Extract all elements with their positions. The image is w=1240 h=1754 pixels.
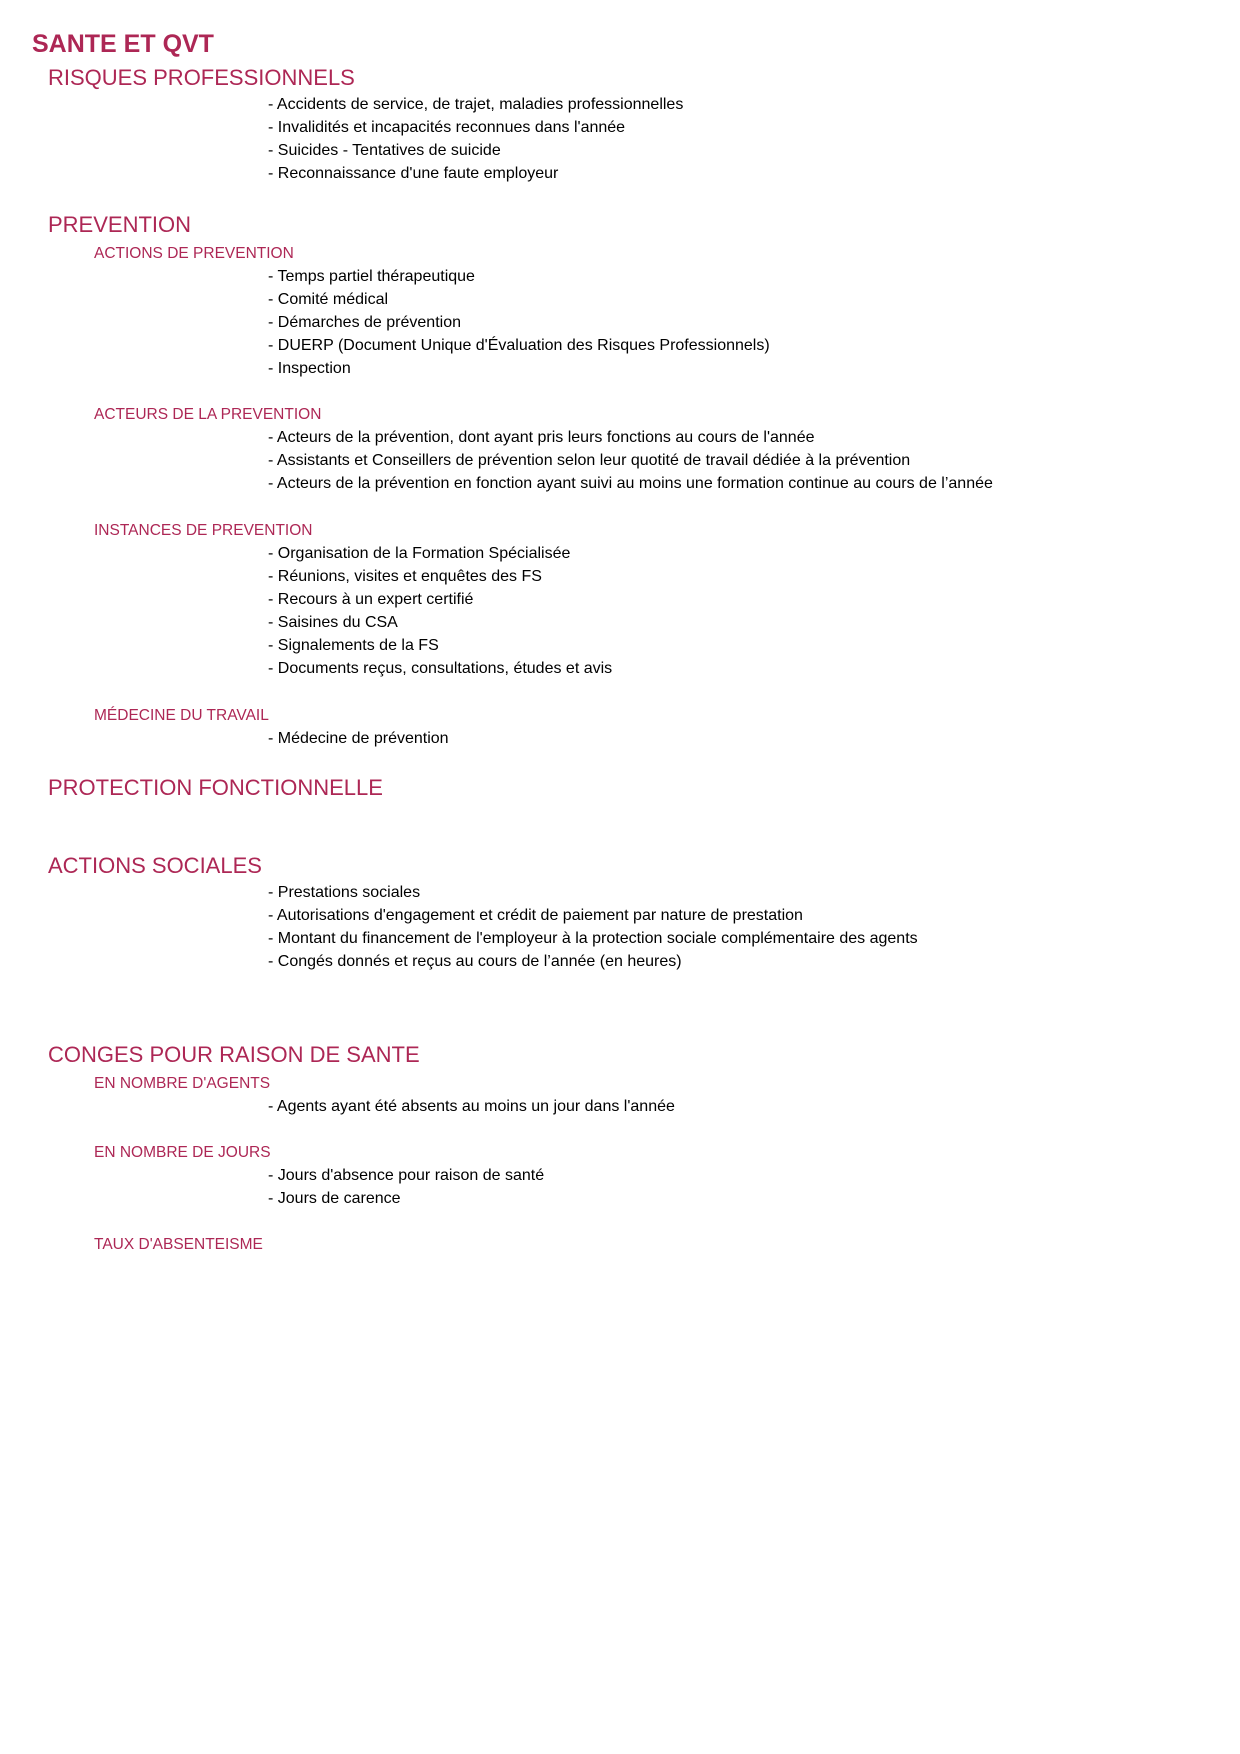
item-list <box>0 727 1240 750</box>
section-actions-sociales <box>0 851 1240 973</box>
list-item: - Accidents de service, de trajet, maladies professionnelles <box>268 96 684 113</box>
subsection-taux-absenteisme <box>0 1233 1240 1256</box>
list-item: - Agents ayant été absents au moins un jour dans l'année <box>268 1098 675 1115</box>
item-list <box>0 265 1240 380</box>
list-item: - Signalements de la FS <box>268 637 439 654</box>
subsection-medecine-travail <box>0 704 1240 750</box>
section-conges-raison-sante <box>0 1040 1240 1070</box>
item-list <box>0 542 1240 680</box>
list-item: - Acteurs de la prévention, dont ayant pris leurs fonctions au cours de l'année <box>268 429 815 446</box>
list-item: - Prestations sociales <box>268 884 421 901</box>
list-item: - Médecine de prévention <box>268 730 449 747</box>
list-item: - Autorisations d'engagement et crédit de paiement par nature de prestation <box>268 907 803 924</box>
item-list <box>0 1095 1240 1118</box>
item-list <box>0 881 1240 973</box>
list-item: - Organisation de la Formation Spécialisée <box>268 545 571 562</box>
subsection-title: ACTIONS DE PREVENTION <box>94 245 294 262</box>
subsection-title: EN NOMBRE DE JOURS <box>94 1144 271 1161</box>
subsection-nombre-agents <box>0 1072 1240 1118</box>
list-item: - Montant du financement de l'employeur à la protection sociale complémentaire des agents <box>268 930 918 947</box>
list-item: - Temps partiel thérapeutique <box>268 268 475 285</box>
item-list <box>0 1164 1240 1210</box>
subsection-title: INSTANCES DE PREVENTION <box>94 522 313 539</box>
item-list <box>0 426 1240 495</box>
list-item: - DUERP (Document Unique d'Évaluation des Risques Professionnels) <box>268 337 770 354</box>
section-prevention <box>0 210 1240 240</box>
subsection-actions-prevention <box>0 242 1240 380</box>
section-title: PREVENTION <box>48 212 192 237</box>
subsection-title: ACTEURS DE LA PREVENTION <box>94 406 322 423</box>
section-title: RISQUES PROFESSIONNELS <box>48 65 355 90</box>
list-item: - Reconnaissance d'une faute employeur <box>268 165 559 182</box>
list-item: - Assistants et Conseillers de prévention selon leur quotité de travail dédiée à la prévention <box>268 452 911 469</box>
list-item: - Congés donnés et reçus au cours de l’année (en heures) <box>268 953 682 970</box>
subsection-nombre-jours <box>0 1141 1240 1210</box>
subsection-title: MÉDECINE DU TRAVAIL <box>94 707 269 724</box>
list-item: - Réunions, visites et enquêtes des FS <box>268 568 542 585</box>
list-item: - Démarches de prévention <box>268 314 461 331</box>
list-item: - Acteurs de la prévention en fonction ayant suivi au moins une formation continue au cours de l’année <box>268 475 993 492</box>
section-title: ACTIONS SOCIALES <box>48 853 262 878</box>
section-title: PROTECTION FONCTIONNELLE <box>48 775 383 800</box>
list-item: - Documents reçus, consultations, études et avis <box>268 660 613 677</box>
list-item: - Jours de carence <box>268 1190 401 1207</box>
list-item: - Recours à un expert certifié <box>268 591 474 608</box>
subsection-acteurs-prevention <box>0 403 1240 495</box>
list-item: - Invalidités et incapacités reconnues dans l'année <box>268 119 626 136</box>
subsection-title: EN NOMBRE D'AGENTS <box>94 1075 271 1092</box>
subsection-instances-prevention <box>0 519 1240 680</box>
list-item: - Comité médical <box>268 291 389 308</box>
list-item: - Saisines du CSA <box>268 614 398 631</box>
section-risques-professionnels <box>0 63 1240 185</box>
list-item: - Jours d'absence pour raison de santé <box>268 1167 545 1184</box>
list-item: - Suicides - Tentatives de suicide <box>268 142 501 159</box>
list-item: - Inspection <box>268 360 351 377</box>
section-title: CONGES POUR RAISON DE SANTE <box>48 1042 420 1067</box>
subsection-title: TAUX D'ABSENTEISME <box>94 1236 263 1253</box>
section-protection-fonctionnelle <box>0 773 1240 803</box>
document-title: SANTE ET QVT <box>32 30 214 58</box>
item-list <box>0 93 1240 185</box>
